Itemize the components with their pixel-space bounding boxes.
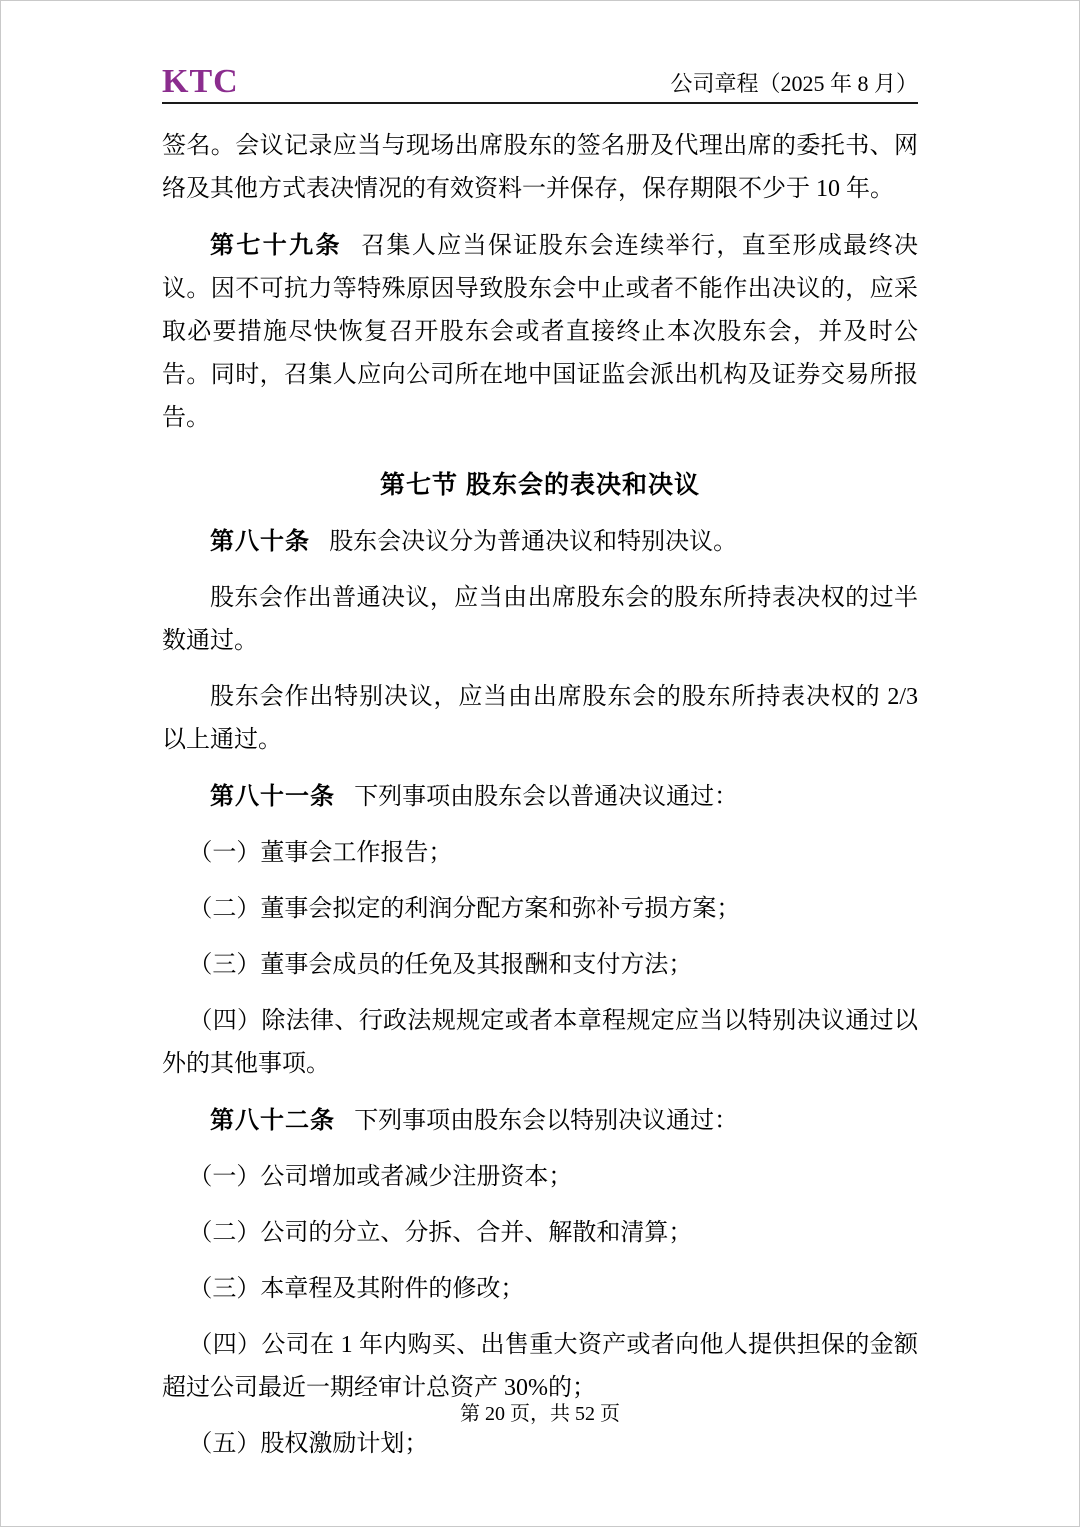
paragraph-text: （一）董事会工作报告；	[188, 840, 453, 866]
header-doc-title: 公司章程（2025 年 8 月）	[670, 71, 918, 96]
company-logo: KTC	[162, 63, 239, 100]
list-item-1	[162, 1156, 918, 1199]
page-number-label: 第 20 页，共 52 页	[460, 1403, 620, 1425]
paragraph-text: 下列事项由股东会以特别决议通过：	[354, 1108, 739, 1134]
paragraph-text: 股东会作出特别决议，应当由出席股东会的股东所持表决权的 2/3 以上通过。	[162, 684, 918, 753]
article-82	[162, 1099, 918, 1143]
paragraph-text: 召集人应当保证股东会连续举行，直至形成最终决议。因不可抗力等特殊原因导致股东会中止或者不能作出决议的，应采取必要措施尽快恢复召开股东会或者直接终止本次股东会，并及时公告。同时，召集人应向公司所在地中国证监会派出机构及证券交易所报告。	[162, 233, 919, 431]
page-header	[162, 65, 918, 104]
list-item-3	[162, 944, 918, 987]
paragraph-text: （五）股权激励计划；	[188, 1431, 429, 1457]
paragraph-text: （二）董事会拟定的利润分配方案和弥补亏损方案；	[188, 896, 741, 922]
paragraph-text: （四）除法律、行政法规规定或者本章程规定应当以特别决议通过以外的其他事项。	[162, 1008, 918, 1077]
paragraph-text: （四）公司在 1 年内购买、出售重大资产或者向他人提供担保的金额超过公司最近一期经审计总资产 30%的；	[162, 1332, 918, 1401]
document-body	[162, 125, 918, 1466]
page-footer	[1, 1397, 1079, 1426]
article-number: 第七十九条	[210, 232, 342, 259]
list-item-2	[162, 888, 918, 931]
list-item-1	[162, 832, 918, 875]
paragraph-text: （三）本章程及其附件的修改；	[188, 1276, 525, 1302]
article-number: 第八十一条	[210, 783, 335, 810]
paragraph-text: 股东会决议分为普通决议和特别决议。	[329, 529, 738, 555]
paragraph	[162, 577, 918, 663]
article-number: 第八十二条	[210, 1107, 335, 1134]
article-number: 第八十条	[210, 528, 310, 555]
paragraph-continuation	[162, 125, 918, 211]
paragraph-text: 下列事项由股东会以普通决议通过：	[354, 784, 739, 810]
article-80	[162, 520, 918, 564]
paragraph-text: 签名。会议记录应当与现场出席股东的签名册及代理出席的委托书、网络及其他方式表决情况的有效资料一并保存，保存期限不少于 10 年。	[162, 133, 918, 202]
list-item-4	[162, 1000, 918, 1086]
paragraph	[162, 676, 918, 762]
article-79	[162, 224, 918, 440]
list-item-2	[162, 1212, 918, 1255]
paragraph-text: （一）公司增加或者减少注册资本；	[188, 1164, 573, 1190]
article-81	[162, 775, 918, 819]
paragraph-text: （二）公司的分立、分拆、合并、解散和清算；	[188, 1220, 693, 1246]
list-item-3	[162, 1268, 918, 1311]
paragraph-text: 股东会作出普通决议，应当由出席股东会的股东所持表决权的过半数通过。	[162, 585, 918, 654]
list-item-5	[162, 1423, 918, 1466]
section-heading: 第七节 股东会的表决和决议	[380, 471, 700, 499]
paragraph-text: （三）董事会成员的任免及其报酬和支付方法；	[188, 952, 693, 978]
